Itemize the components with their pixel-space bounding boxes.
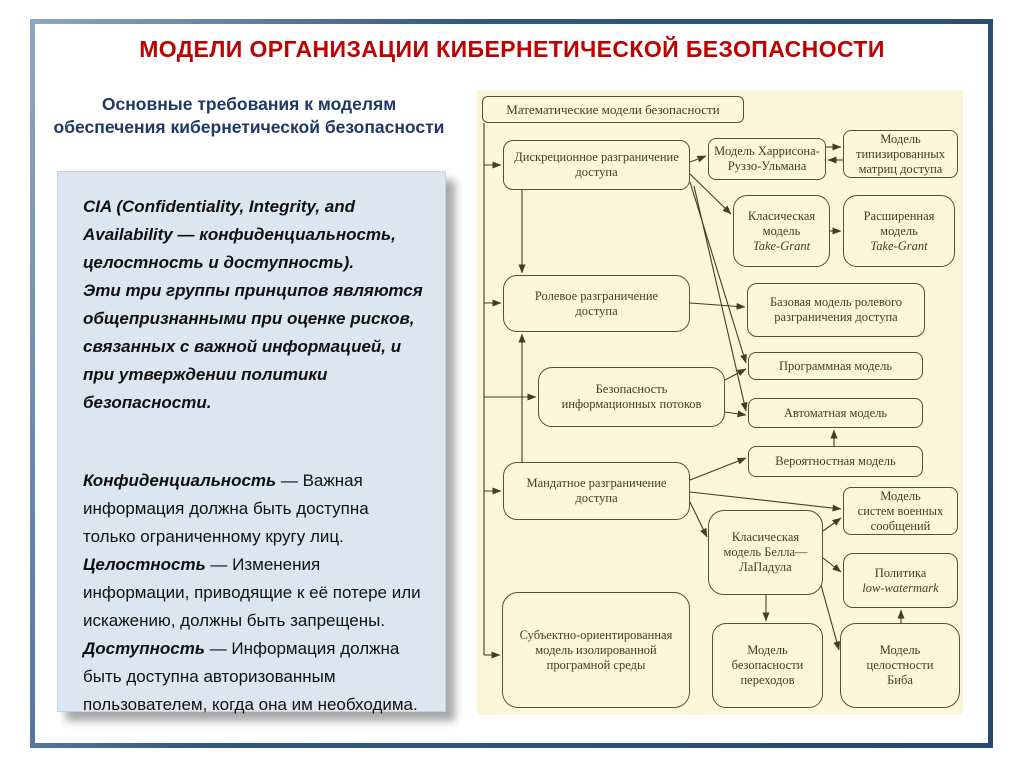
principles-paragraph: Эти три группы принципов являются общепризнанными при оценке рисков, связанных с важной информацией, и при утверждении политики безопасности. bbox=[83, 281, 423, 412]
diagram-node-extended-take-grant-line: Расширенная bbox=[863, 208, 935, 223]
diagram-node-military-messages-line: сообщений bbox=[870, 518, 931, 533]
definition-integrity-text: — Изменения информации, приводящие к её потере или искажению, должны быть запрещены. bbox=[83, 555, 421, 630]
diagram-node-transition-security bbox=[712, 623, 823, 708]
diagram-node-subject-oriented-line: модель изолированной bbox=[535, 642, 657, 657]
diagram-node-subject-oriented-line: Субъектно-ориентированная bbox=[519, 627, 673, 642]
diagram-node-bell-lapadula-line: ЛаПадула bbox=[739, 560, 792, 574]
diagram-node-role-based-line: доступа bbox=[575, 303, 618, 318]
diagram-node-biba-integrity-line: Биба bbox=[887, 673, 913, 687]
diagram-node-info-flows-line: информационных потоков bbox=[561, 397, 702, 411]
definition-confidentiality bbox=[83, 467, 425, 551]
definition-availability bbox=[83, 635, 425, 719]
diagram-node-classic-take-grant-line: Take-Grant bbox=[752, 238, 811, 253]
diagram-node-extended-take-grant-line: Take-Grant bbox=[870, 238, 928, 253]
diagram-node-probabilistic-model-line: Вероятностная модель bbox=[775, 454, 896, 468]
edge-info-flows-to-program-model bbox=[725, 369, 746, 380]
term-integrity: Целостность bbox=[83, 555, 206, 574]
diagram-node-military-messages-line: Модель bbox=[880, 488, 921, 503]
diagram-node-base-role-model-line: разграничения доступа bbox=[774, 310, 898, 324]
definitions-block bbox=[83, 467, 425, 719]
diagram-node-mandatory-line: доступа bbox=[575, 491, 618, 505]
definition-integrity bbox=[83, 551, 425, 635]
edge-role-based-to-base-role-model bbox=[690, 303, 745, 307]
diagram-node-info-flows bbox=[538, 367, 725, 427]
diagram-node-root-line: Математические модели безопасности bbox=[506, 101, 720, 117]
term-confidentiality: Конфиденциальность bbox=[83, 471, 277, 490]
diagram-node-info-flows-line: Безопасность bbox=[595, 382, 668, 396]
slide-subtitle bbox=[38, 93, 460, 139]
diagram-node-probabilistic-model bbox=[748, 446, 923, 477]
diagram-node-biba-integrity-line: целостности bbox=[866, 658, 934, 672]
slide-title: МОДЕЛИ ОРГАНИЗАЦИИ КИБЕРНЕТИЧЕСКОЙ БЕЗОПАСНОСТИ bbox=[139, 36, 885, 62]
diagram-node-typed-matrices-line: типизированных bbox=[856, 146, 945, 161]
diagram-node-transition-security-line: Модель bbox=[747, 643, 788, 657]
edge-discretionary-to-harrison bbox=[690, 156, 706, 162]
diagram-node-typed-matrices-line: Модель bbox=[880, 131, 921, 146]
diagram-node-classic-take-grant bbox=[733, 195, 830, 267]
diagram-node-mandatory-line: Мандатное разграничение bbox=[526, 476, 667, 490]
subtitle-line-1: Основные требования к моделям bbox=[101, 94, 397, 114]
diagram-node-discretionary bbox=[503, 140, 690, 190]
diagram-node-subject-oriented-line: програмной среды bbox=[546, 657, 646, 672]
diagram-node-harrison-line: Руззо-Ульмана bbox=[727, 159, 807, 173]
diagram-node-military-messages-line: систем военных bbox=[857, 503, 944, 518]
diagram-node-discretionary-line: доступа bbox=[575, 165, 618, 179]
diagram-node-automaton-model bbox=[748, 398, 923, 428]
diagram-node-base-role-model-line: Базовая модель ролевого bbox=[769, 295, 903, 309]
cia-info-box bbox=[57, 171, 446, 712]
diagram-node-harrison-line: Модель Харрисона- bbox=[714, 144, 820, 158]
subtitle-line-2: обеспечения кибернетической безопасности bbox=[53, 117, 445, 137]
edge-bell-lapadula-to-military-messages bbox=[823, 518, 841, 531]
term-availability: Доступность bbox=[83, 639, 205, 658]
edge-bell-lapadula-to-biba-integrity bbox=[821, 585, 839, 650]
diagram-node-classic-take-grant-line: Класическая bbox=[747, 208, 816, 223]
diagram-node-program-model bbox=[748, 352, 923, 380]
diagram-node-typed-matrices-line: матриц доступа bbox=[858, 161, 943, 176]
diagram-node-automaton-model-line: Автоматная модель bbox=[783, 405, 888, 420]
diagram-node-typed-matrices bbox=[843, 130, 958, 178]
edge-info-flows-to-automaton-model bbox=[725, 412, 746, 415]
cia-paragraph: CIA (Confidentiality, Integrity, and Availability — конфиденциальность, целостность и доступность). bbox=[83, 197, 396, 272]
diagram-node-harrison bbox=[708, 138, 826, 180]
diagram-node-biba-integrity bbox=[840, 623, 960, 708]
diagram-node-biba-integrity-line: Модель bbox=[879, 643, 921, 657]
diagram-node-transition-security-line: безопасности bbox=[731, 658, 804, 672]
edge-mandatory-to-probabilistic-model bbox=[690, 458, 746, 480]
diagram-node-low-watermark bbox=[843, 553, 958, 608]
diagram-node-military-messages bbox=[843, 487, 958, 535]
diagram-node-subject-oriented bbox=[502, 592, 690, 708]
diagram-node-classic-take-grant-line: модель bbox=[762, 223, 801, 238]
diagram-node-role-based bbox=[503, 275, 690, 332]
definition-availability-text: — Информация должна быть доступна авторизованным пользователем, когда она им необходима. bbox=[83, 639, 418, 714]
edge-bell-lapadula-to-low-watermark bbox=[823, 558, 841, 572]
diagram-node-root bbox=[482, 96, 744, 123]
diagram-node-transition-security-line: переходов bbox=[740, 673, 795, 687]
diagram-node-bell-lapadula bbox=[708, 510, 823, 595]
diagram-node-role-based-line: Ролевое разграничение bbox=[534, 288, 659, 303]
diagram-node-bell-lapadula-line: модель Белла— bbox=[723, 545, 808, 559]
security-models-diagram bbox=[477, 90, 963, 715]
diagram-node-discretionary-line: Дискреционное разграничение bbox=[514, 150, 679, 164]
diagram-node-low-watermark-line: Политика bbox=[874, 565, 927, 580]
diagram-node-low-watermark-line: low-watermark bbox=[862, 580, 939, 595]
diagram-node-mandatory bbox=[503, 462, 690, 520]
diagram-node-bell-lapadula-line: Класическая bbox=[731, 530, 800, 544]
diagram-node-base-role-model bbox=[747, 283, 925, 337]
diagram-node-extended-take-grant bbox=[843, 195, 955, 267]
edge-mandatory-to-bell-lapadula bbox=[690, 502, 707, 537]
diagram-node-extended-take-grant-line: модель bbox=[880, 223, 918, 238]
definition-confidentiality-text: — Важная информация должна быть доступна только ограниченному кругу лиц. bbox=[83, 471, 369, 546]
edge-mandatory-to-military-messages bbox=[690, 492, 841, 509]
diagram-node-program-model-line: Программная модель bbox=[778, 358, 893, 373]
